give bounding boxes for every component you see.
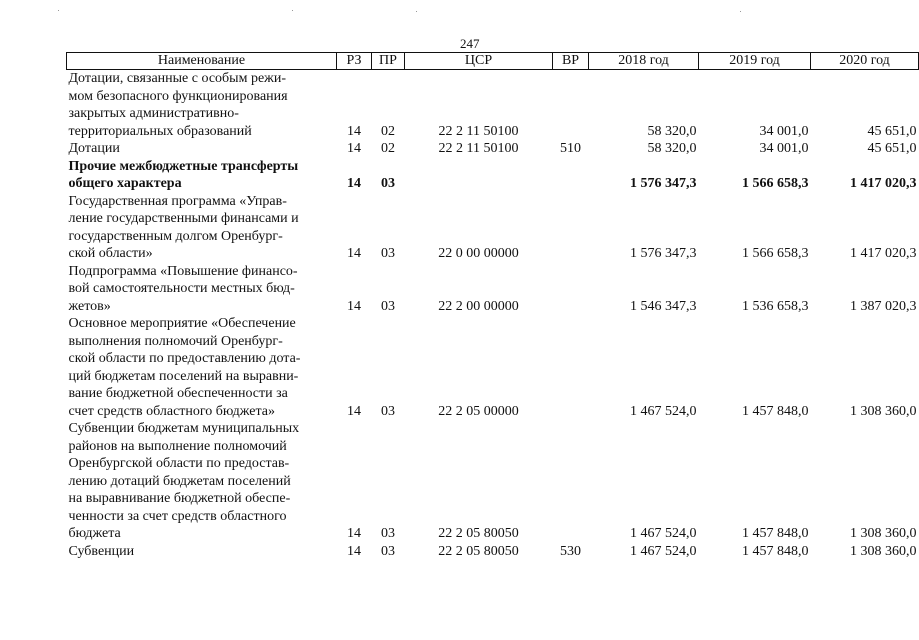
table-row	[67, 333, 919, 351]
cell-name: ций бюджетам поселений на выравни-	[68, 368, 299, 384]
cell-y2019	[699, 193, 811, 211]
cell-pr: 03	[381, 543, 395, 559]
cell-rz: 14	[347, 298, 361, 314]
cell-csr	[405, 210, 553, 228]
cell-y2018: 1 576 347,3	[630, 176, 697, 191]
table-row	[67, 193, 919, 211]
cell-pr: 03	[381, 403, 395, 419]
cell-name: ской области по предоставлению дота-	[68, 351, 301, 366]
cell-vr: 510	[560, 141, 581, 156]
cell-pr	[372, 473, 405, 491]
cell-y2020	[811, 228, 919, 246]
cell-y2020	[811, 88, 919, 106]
header-2019: 2019 год	[699, 53, 811, 70]
cell-pr	[372, 368, 405, 386]
table-row	[67, 403, 919, 421]
cell-vr	[553, 350, 589, 368]
scan-speck	[416, 11, 417, 12]
cell-y2018	[589, 315, 699, 333]
cell-y2020	[811, 70, 919, 88]
cell-csr	[405, 333, 553, 351]
cell-name: Субвенции	[68, 543, 135, 559]
cell-vr	[553, 70, 589, 88]
cell-csr	[405, 315, 553, 333]
cell-y2018	[589, 508, 699, 526]
cell-name: вание бюджетной обеспеченности за	[68, 386, 288, 401]
scan-speck	[292, 10, 293, 11]
cell-name: счет средств областного бюджета»	[68, 403, 276, 419]
cell-y2020	[811, 280, 919, 298]
cell-rz	[337, 333, 372, 351]
cell-csr	[405, 438, 553, 456]
cell-csr	[405, 158, 553, 176]
cell-pr	[372, 508, 405, 526]
cell-pr	[372, 193, 405, 211]
cell-y2018	[589, 70, 699, 88]
cell-pr	[372, 210, 405, 228]
cell-vr	[553, 210, 589, 228]
cell-pr	[372, 350, 405, 368]
table-row	[67, 175, 919, 193]
cell-rz	[337, 350, 372, 368]
cell-y2018: 58 320,0	[647, 141, 697, 156]
table-row	[67, 263, 919, 281]
cell-pr	[372, 420, 405, 438]
cell-csr: 22 2 00 00000	[438, 298, 519, 314]
cell-y2019	[699, 350, 811, 368]
cell-csr	[405, 175, 553, 193]
cell-y2020	[811, 263, 919, 281]
cell-y2020	[811, 438, 919, 456]
cell-pr: 03	[381, 176, 395, 191]
header-row	[67, 53, 919, 70]
cell-name: районов на выполнение полномочий	[68, 438, 287, 454]
cell-y2018	[589, 455, 699, 473]
cell-vr	[553, 385, 589, 403]
cell-rz	[337, 420, 372, 438]
cell-vr	[553, 88, 589, 106]
cell-rz: 14	[347, 176, 361, 191]
cell-y2018	[589, 368, 699, 386]
cell-y2020	[811, 473, 919, 491]
cell-csr	[405, 263, 553, 281]
cell-name: Подпрограмма «Повышение финансо-	[68, 263, 298, 279]
cell-csr	[405, 473, 553, 491]
header-name: Наименование	[67, 53, 337, 70]
cell-y2019	[699, 473, 811, 491]
cell-y2019: 1 457 848,0	[742, 543, 809, 559]
cell-csr	[405, 228, 553, 246]
table-row	[67, 455, 919, 473]
cell-name: ской области»	[68, 246, 153, 261]
cell-vr	[553, 315, 589, 333]
cell-vr	[553, 333, 589, 351]
cell-y2018	[589, 280, 699, 298]
cell-y2018: 1 546 347,3	[630, 298, 697, 314]
cell-pr	[372, 455, 405, 473]
cell-pr	[372, 490, 405, 508]
cell-pr	[372, 263, 405, 281]
cell-csr	[405, 385, 553, 403]
cell-name: ление государственными финансами и	[68, 211, 299, 226]
cell-y2019	[699, 455, 811, 473]
cell-y2020	[811, 105, 919, 123]
cell-name: территориальных образований	[68, 123, 252, 139]
cell-name: вой самостоятельности местных бюд-	[68, 281, 295, 296]
cell-y2020: 1 417 020,3	[850, 176, 917, 191]
table-row	[67, 315, 919, 333]
cell-y2018	[589, 158, 699, 176]
cell-csr: 22 0 00 00000	[438, 246, 519, 261]
cell-y2020: 1 308 360,0	[850, 403, 917, 419]
cell-y2019	[699, 228, 811, 246]
cell-y2018	[589, 210, 699, 228]
cell-y2019	[699, 333, 811, 351]
cell-y2018	[589, 228, 699, 246]
cell-vr	[553, 508, 589, 526]
cell-y2018	[589, 105, 699, 123]
scan-speck	[740, 11, 741, 12]
cell-rz	[337, 158, 372, 176]
cell-pr	[372, 70, 405, 88]
cell-y2019	[699, 368, 811, 386]
header-rz: РЗ	[337, 53, 372, 70]
table-row	[67, 350, 919, 368]
cell-y2020: 1 308 360,0	[850, 543, 917, 559]
cell-rz	[337, 438, 372, 456]
cell-rz	[337, 280, 372, 298]
scan-speck	[58, 10, 59, 11]
cell-name: мом безопасного функционирования	[68, 88, 288, 104]
cell-y2020: 1 417 020,3	[850, 246, 917, 261]
cell-csr	[405, 70, 553, 88]
table-row	[67, 140, 919, 158]
cell-rz	[337, 88, 372, 106]
cell-pr	[372, 105, 405, 123]
cell-name: Субвенции бюджетам муниципальных	[68, 421, 300, 436]
cell-pr: 03	[381, 246, 395, 261]
cell-vr	[553, 123, 589, 141]
table-row	[67, 210, 919, 228]
cell-csr	[405, 455, 553, 473]
cell-y2018	[589, 438, 699, 456]
cell-csr	[405, 105, 553, 123]
cell-y2019: 34 001,0	[759, 123, 809, 139]
header-csr: ЦСР	[405, 53, 553, 70]
cell-rz	[337, 455, 372, 473]
cell-name: лению дотаций бюджетам поселений	[68, 473, 291, 489]
cell-y2019	[699, 490, 811, 508]
cell-y2019	[699, 280, 811, 298]
cell-vr	[553, 298, 589, 316]
cell-pr	[372, 88, 405, 106]
cell-y2020	[811, 385, 919, 403]
cell-rz	[337, 105, 372, 123]
table-row	[67, 158, 919, 176]
cell-name: ченности за счет средств областного	[68, 508, 287, 524]
table-row	[67, 88, 919, 106]
cell-y2020	[811, 508, 919, 526]
table-row	[67, 70, 919, 88]
cell-pr	[372, 385, 405, 403]
cell-rz: 14	[347, 543, 361, 559]
cell-vr	[553, 525, 589, 543]
cell-y2019: 34 001,0	[759, 141, 809, 156]
cell-y2018	[589, 263, 699, 281]
cell-y2020	[811, 158, 919, 176]
cell-vr	[553, 263, 589, 281]
cell-vr	[553, 175, 589, 193]
cell-y2019	[699, 315, 811, 333]
cell-vr	[553, 193, 589, 211]
header-pr: ПР	[372, 53, 405, 70]
cell-y2019	[699, 210, 811, 228]
cell-name: выполнения полномочий Оренбург-	[68, 333, 283, 349]
cell-csr: 22 2 11 50100	[438, 123, 519, 139]
cell-pr: 02	[381, 123, 395, 139]
cell-name: Дотации	[68, 141, 120, 156]
table-row	[67, 123, 919, 141]
table-row	[67, 368, 919, 386]
cell-pr	[372, 158, 405, 176]
cell-csr: 22 2 05 80050	[438, 526, 519, 541]
cell-rz: 14	[347, 246, 361, 261]
table-row	[67, 105, 919, 123]
cell-y2018: 58 320,0	[647, 123, 697, 139]
cell-name: на выравнивание бюджетной обеспе-	[68, 491, 291, 506]
cell-csr: 22 2 05 80050	[438, 543, 519, 559]
cell-csr	[405, 88, 553, 106]
cell-pr	[372, 315, 405, 333]
cell-y2020	[811, 490, 919, 508]
table-row	[67, 298, 919, 316]
cell-y2020: 1 387 020,3	[850, 298, 917, 314]
cell-y2019: 1 457 848,0	[742, 526, 809, 541]
cell-csr	[405, 280, 553, 298]
table-row	[67, 543, 919, 561]
cell-rz	[337, 263, 372, 281]
cell-vr	[553, 105, 589, 123]
table-row	[67, 228, 919, 246]
cell-y2018	[589, 88, 699, 106]
cell-y2020	[811, 333, 919, 351]
cell-vr	[553, 403, 589, 421]
cell-y2018	[589, 333, 699, 351]
cell-y2019	[699, 263, 811, 281]
cell-vr	[553, 473, 589, 491]
cell-y2019	[699, 438, 811, 456]
cell-pr	[372, 333, 405, 351]
cell-vr	[553, 158, 589, 176]
cell-y2018	[589, 490, 699, 508]
cell-y2020: 1 308 360,0	[850, 526, 917, 541]
cell-vr	[553, 245, 589, 263]
cell-rz	[337, 508, 372, 526]
cell-pr	[372, 438, 405, 456]
cell-y2019	[699, 70, 811, 88]
cell-y2018	[589, 350, 699, 368]
cell-rz	[337, 70, 372, 88]
header-vr: ВР	[553, 53, 589, 70]
cell-vr	[553, 490, 589, 508]
table-body	[67, 70, 919, 561]
cell-vr	[553, 280, 589, 298]
cell-vr	[553, 368, 589, 386]
budget-table	[66, 52, 919, 560]
cell-y2020	[811, 210, 919, 228]
cell-csr: 22 2 11 50100	[438, 141, 519, 156]
header-2018: 2018 год	[589, 53, 699, 70]
cell-y2018: 1 576 347,3	[630, 246, 697, 261]
cell-y2018: 1 467 524,0	[630, 543, 697, 559]
cell-name: государственным долгом Оренбург-	[68, 228, 283, 244]
cell-rz	[337, 385, 372, 403]
cell-y2020	[811, 368, 919, 386]
table-row	[67, 385, 919, 403]
cell-csr	[405, 508, 553, 526]
cell-rz	[337, 210, 372, 228]
cell-pr: 02	[381, 141, 395, 156]
cell-name: закрытых административно-	[68, 106, 239, 121]
cell-name: жетов»	[68, 298, 111, 314]
cell-csr	[405, 193, 553, 211]
cell-rz	[337, 193, 372, 211]
table-row	[67, 525, 919, 543]
cell-pr	[372, 280, 405, 298]
table-row	[67, 280, 919, 298]
cell-name: Государственная программа «Управ-	[68, 193, 287, 209]
cell-y2018: 1 467 524,0	[630, 526, 697, 541]
page-number: 247	[460, 36, 480, 51]
table-row	[67, 420, 919, 438]
cell-csr	[405, 350, 553, 368]
cell-name: Прочие межбюджетные трансферты	[68, 158, 299, 174]
cell-rz	[337, 490, 372, 508]
cell-y2018	[589, 473, 699, 491]
cell-y2020: 45 651,0	[867, 141, 917, 156]
table-row	[67, 245, 919, 263]
cell-csr	[405, 420, 553, 438]
cell-rz: 14	[347, 403, 361, 419]
cell-y2019: 1 566 658,3	[742, 246, 809, 261]
cell-pr: 03	[381, 298, 395, 314]
cell-y2019: 1 566 658,3	[742, 176, 809, 191]
cell-y2019	[699, 105, 811, 123]
header-2020: 2020 год	[811, 53, 919, 70]
cell-vr: 530	[560, 543, 581, 559]
cell-pr	[372, 228, 405, 246]
cell-rz	[337, 368, 372, 386]
cell-y2019	[699, 508, 811, 526]
cell-y2020: 45 651,0	[867, 123, 917, 139]
cell-rz: 14	[347, 141, 361, 156]
cell-y2020	[811, 420, 919, 438]
cell-csr: 22 2 05 00000	[438, 403, 519, 419]
cell-name: Основное мероприятие «Обеспечение	[68, 316, 296, 331]
cell-vr	[553, 438, 589, 456]
cell-y2020	[811, 315, 919, 333]
cell-y2018	[589, 193, 699, 211]
cell-name: Оренбургской области по предостав-	[68, 456, 290, 471]
cell-y2019	[699, 158, 811, 176]
cell-rz: 14	[347, 123, 361, 139]
cell-vr	[553, 420, 589, 438]
cell-csr	[405, 368, 553, 386]
cell-vr	[553, 228, 589, 246]
cell-name: Дотации, связанные с особым режи-	[68, 71, 286, 86]
cell-rz: 14	[347, 526, 361, 541]
cell-y2020	[811, 455, 919, 473]
table-row	[67, 490, 919, 508]
cell-name: бюджета	[68, 526, 121, 541]
cell-rz	[337, 228, 372, 246]
cell-y2019	[699, 420, 811, 438]
cell-y2019	[699, 88, 811, 106]
cell-pr: 03	[381, 526, 395, 541]
cell-y2019: 1 536 658,3	[742, 298, 809, 314]
cell-y2020	[811, 350, 919, 368]
cell-vr	[553, 455, 589, 473]
cell-y2019: 1 457 848,0	[742, 403, 809, 419]
table-row	[67, 508, 919, 526]
table-row	[67, 473, 919, 491]
cell-rz	[337, 315, 372, 333]
cell-csr	[405, 490, 553, 508]
cell-name: общего характера	[68, 176, 182, 191]
cell-y2020	[811, 193, 919, 211]
cell-y2018	[589, 420, 699, 438]
cell-rz	[337, 473, 372, 491]
cell-y2018	[589, 385, 699, 403]
table-row	[67, 438, 919, 456]
cell-y2018: 1 467 524,0	[630, 403, 697, 419]
cell-y2019	[699, 385, 811, 403]
